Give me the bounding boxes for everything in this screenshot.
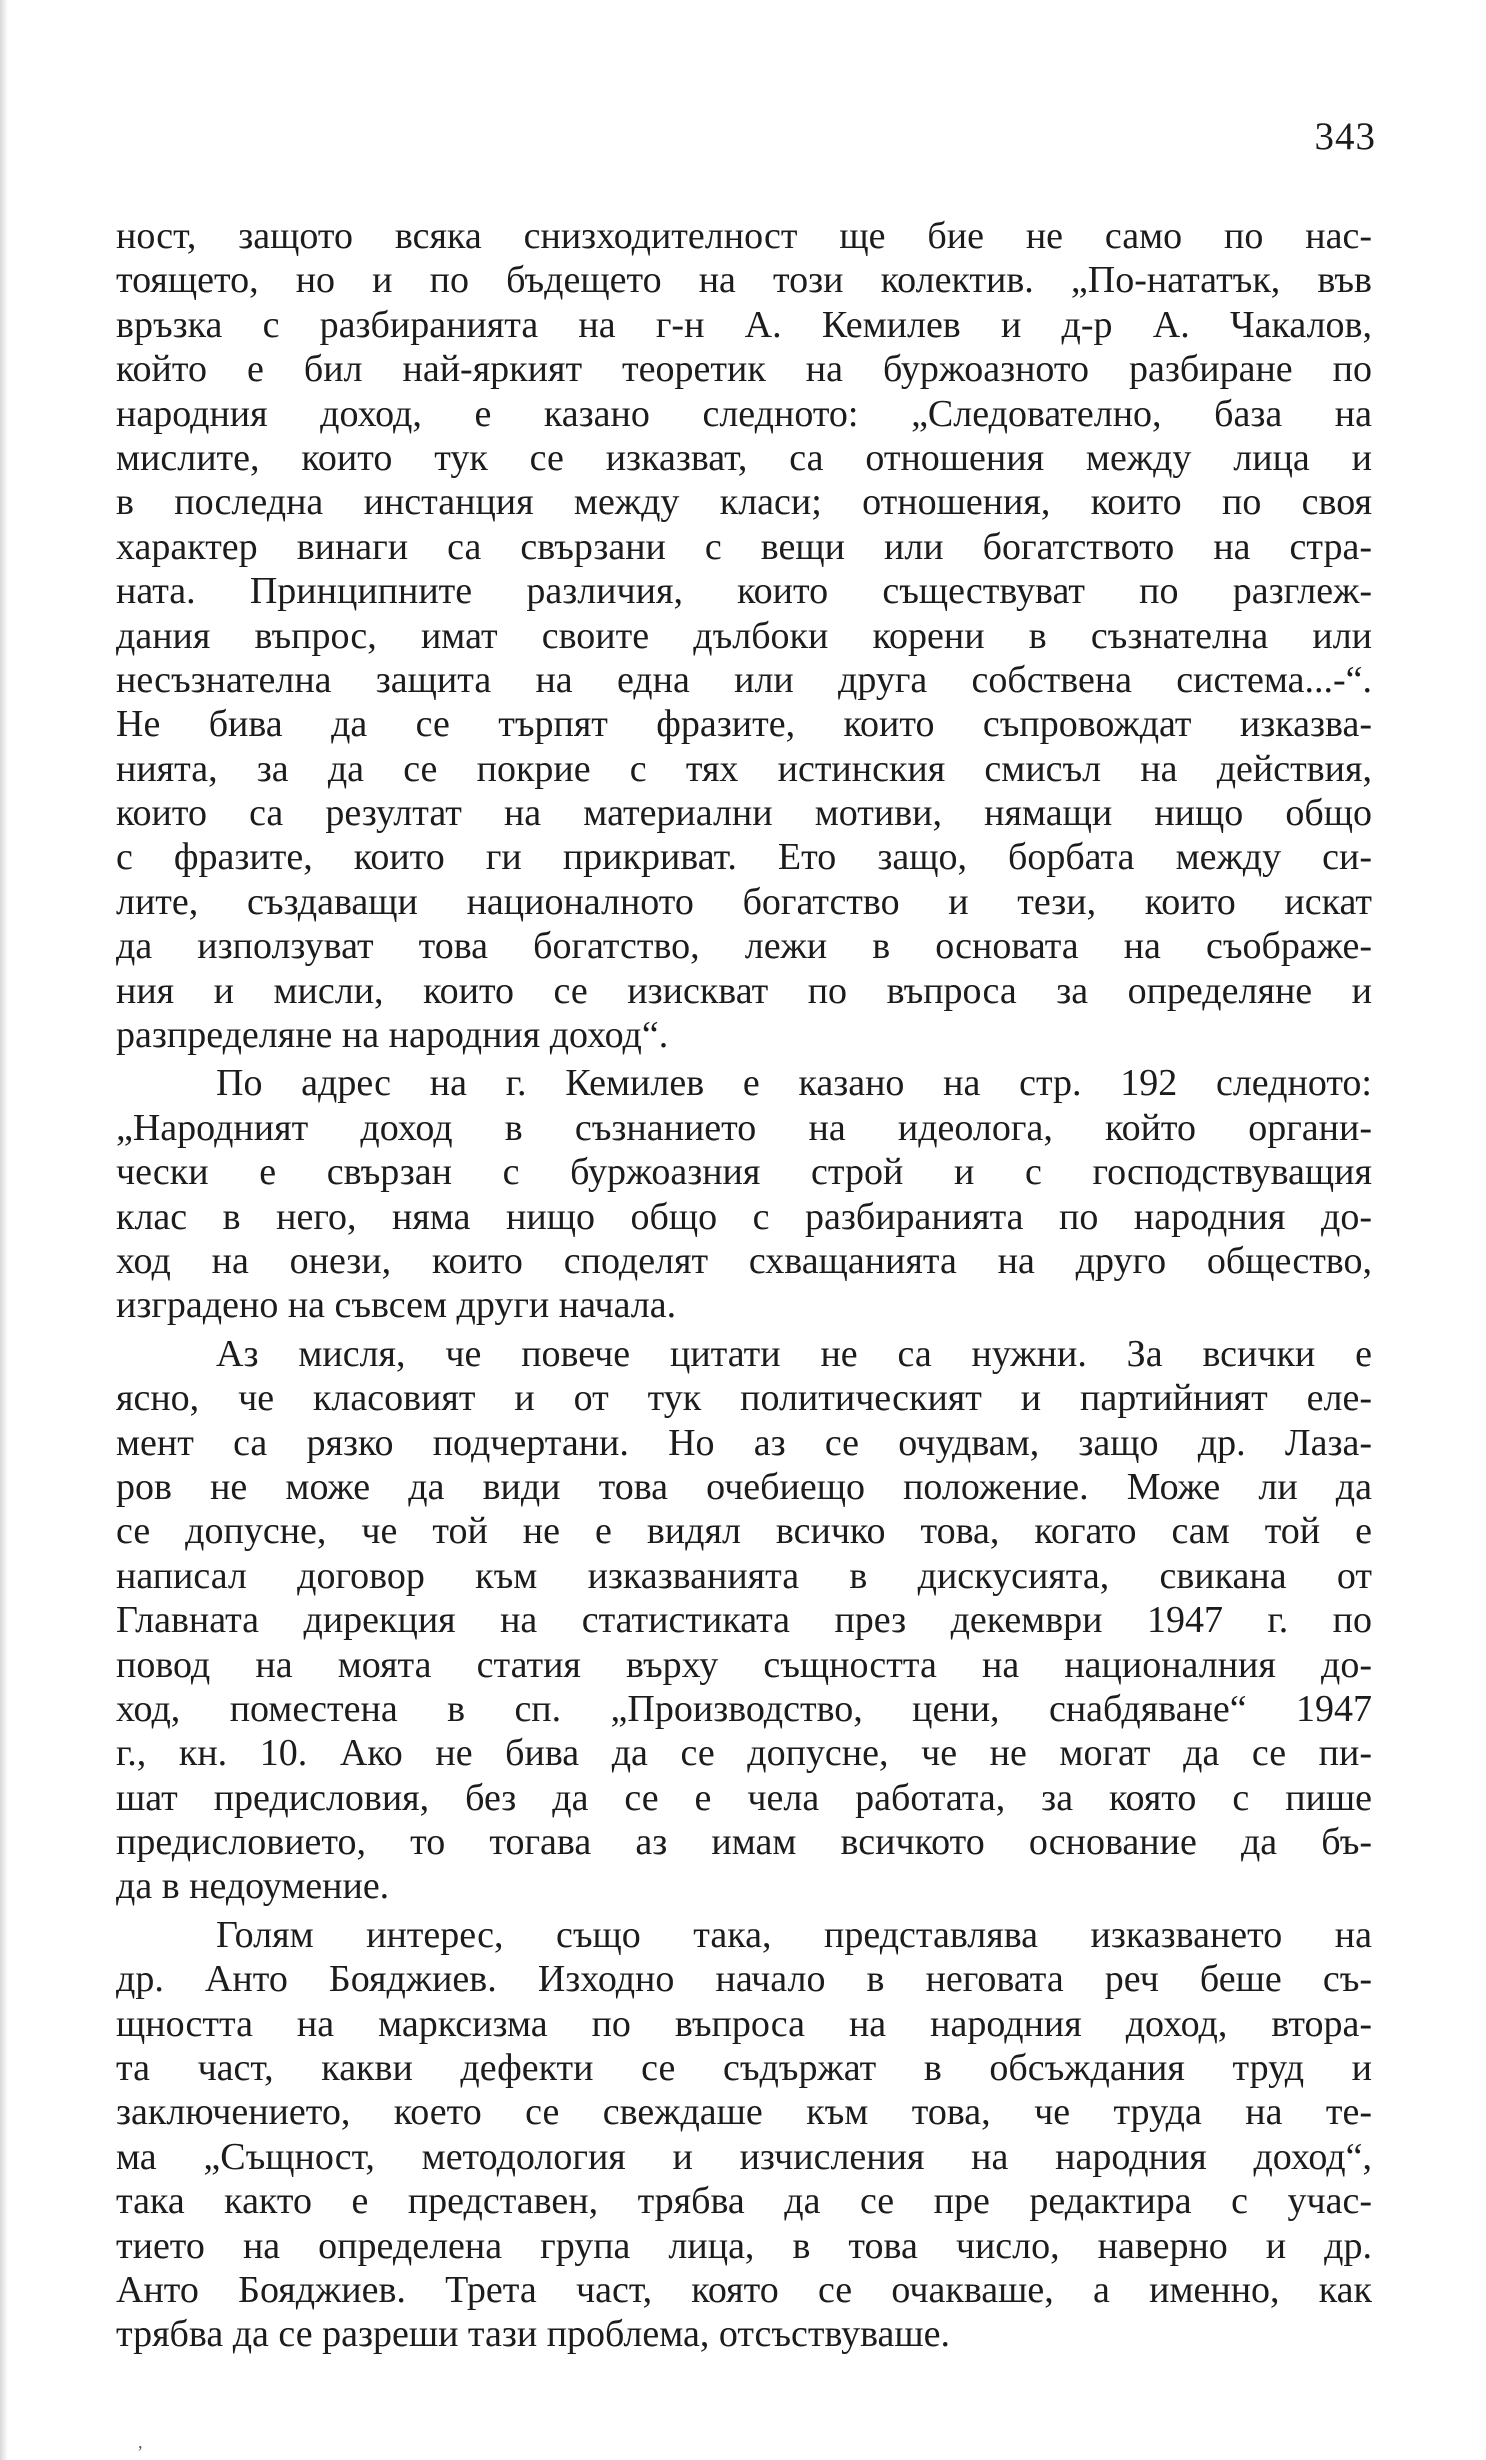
text-line: ма „Същност, методология и изчисления на народния доход“, bbox=[116, 2135, 1372, 2178]
text-line: разпределяне на народния доход“. bbox=[116, 1014, 669, 1057]
text-line: повод на моята статия върху същността на националния до- bbox=[116, 1643, 1372, 1686]
text-line: Анто Бояджиев. Трета част, която се очакваше, а именно, как bbox=[116, 2268, 1372, 2311]
text-line: с фразите, които ги прикриват. Ето защо, борбата между си- bbox=[116, 836, 1372, 879]
text-line: които са резултат на материални мотиви, нямащи нищо общо bbox=[116, 792, 1372, 835]
text-line: предисловието, то тогава аз имам всичкото основание да бъ- bbox=[116, 1821, 1372, 1864]
paragraph bbox=[116, 1061, 1372, 1331]
text-line: чески е свързан с буржоазния строй и с господствуващия bbox=[116, 1151, 1372, 1194]
text-line: шат предисловия, без да се е чела работата, за която с пише bbox=[116, 1776, 1372, 1819]
text-line: ната. Принципните различия, които съществуват по разглеж- bbox=[116, 570, 1372, 613]
text-line: Главната дирекция на статистиката през декември 1947 г. по bbox=[116, 1599, 1372, 1642]
text-line: написал договор към изказванията в дискусията, свикана от bbox=[116, 1554, 1372, 1597]
text-line: тоящето, но и по бъдещето на този колектив. „По-нататък, във bbox=[116, 259, 1372, 302]
text-line: мислите, които тук се изказват, са отношения между лица и bbox=[116, 436, 1372, 479]
text-line: ност, защото всяка снизходителност ще бие не само по нас- bbox=[116, 215, 1372, 257]
text-line: да използуват това богатство, лежи в основата на съображе- bbox=[116, 925, 1372, 968]
text-line: народния доход, е казано следното: „Следователно, база на bbox=[116, 392, 1372, 435]
text-line: дания въпрос, имат своите дълбоки корени в съзнателна или bbox=[116, 614, 1372, 657]
stray-ink-mark: , bbox=[138, 2432, 143, 2452]
text-line: характер винаги са свързани с вещи или богатството на стра- bbox=[116, 525, 1372, 568]
text-line: Голям интерес, също така, представлява изказването на bbox=[216, 1913, 1372, 1956]
text-line: Не бива да се търпят фразите, които съпровождат изказва- bbox=[116, 703, 1372, 746]
text-line: щността на марксизма по въпроса на народния доход, втора- bbox=[116, 2002, 1372, 2045]
text-line: др. Анто Бояджиев. Изходно начало в неговата реч беше съ- bbox=[116, 1958, 1372, 2001]
text-line: ров не може да види това очебиещо положение. Може ли да bbox=[116, 1465, 1372, 1508]
text-line: тието на определена група лица, в това число, наверно и др. bbox=[116, 2224, 1372, 2267]
body-text bbox=[116, 214, 1372, 2357]
paragraph bbox=[116, 214, 1372, 1061]
text-line: ход на онези, които споделят схващанията на друго общество, bbox=[116, 1239, 1372, 1282]
text-line: мент са рязко подчертани. Но аз се очудвам, защо др. Лаза- bbox=[116, 1421, 1372, 1464]
text-line: ния и мисли, които се изискват по въпроса за определяне и bbox=[116, 969, 1372, 1012]
paragraph bbox=[116, 1332, 1372, 1913]
text-line: така както е представен, трябва да се пре редактира с учас- bbox=[116, 2180, 1372, 2223]
text-line: трябва да се разреши тази проблема, отсъствуваше. bbox=[116, 2313, 951, 2356]
text-line: изградено на съвсем други начала. bbox=[116, 1284, 677, 1327]
text-line: та част, какви дефекти се съдържат в обсъждания труд и bbox=[116, 2047, 1372, 2090]
text-line: връзка с разбиранията на г-н А. Кемилев и д-р А. Чакалов, bbox=[116, 303, 1372, 346]
text-line: Аз мисля, че повече цитати не са нужни. За всички е bbox=[216, 1332, 1372, 1375]
text-line: да в недоумение. bbox=[116, 1865, 390, 1908]
page-number: 343 bbox=[1314, 115, 1376, 158]
text-line: който е бил най-яркият теоретик на буржоазното разбиране по bbox=[116, 348, 1372, 391]
text-line: заключението, което се свеждаше към това, че труда на те- bbox=[116, 2091, 1372, 2134]
page-edge-shadow bbox=[0, 0, 8, 2460]
text-line: г., кн. 10. Ако не бива да се допусне, че не могат да се пи- bbox=[116, 1732, 1372, 1775]
text-line: ясно, че класовият и от тук политическият и партийният еле- bbox=[116, 1377, 1372, 1420]
text-line: нията, за да се покрие с тях истинския смисъл на действия, bbox=[116, 747, 1372, 790]
text-line: несъзнателна защита на една или друга собствена система...-“. bbox=[116, 658, 1372, 701]
text-line: „Народният доход в съзнанието на идеолога, който органи- bbox=[116, 1106, 1372, 1149]
text-line: се допусне, че той не е видял всичко това, когато сам той е bbox=[116, 1510, 1372, 1553]
text-line: ход, поместена в сп. „Производство, цени, снабдяване“ 1947 bbox=[116, 1687, 1372, 1730]
text-line: По адрес на г. Кемилев е казано на стр. 192 следното: bbox=[216, 1062, 1372, 1105]
text-line: клас в него, няма нищо общо с разбиранията по народния до- bbox=[116, 1195, 1372, 1238]
text-line: в последна инстанция между класи; отношения, които по своя bbox=[116, 481, 1372, 524]
text-line: лите, създаващи националното богатство и тези, които искат bbox=[116, 880, 1372, 923]
paragraph bbox=[116, 1913, 1372, 2357]
